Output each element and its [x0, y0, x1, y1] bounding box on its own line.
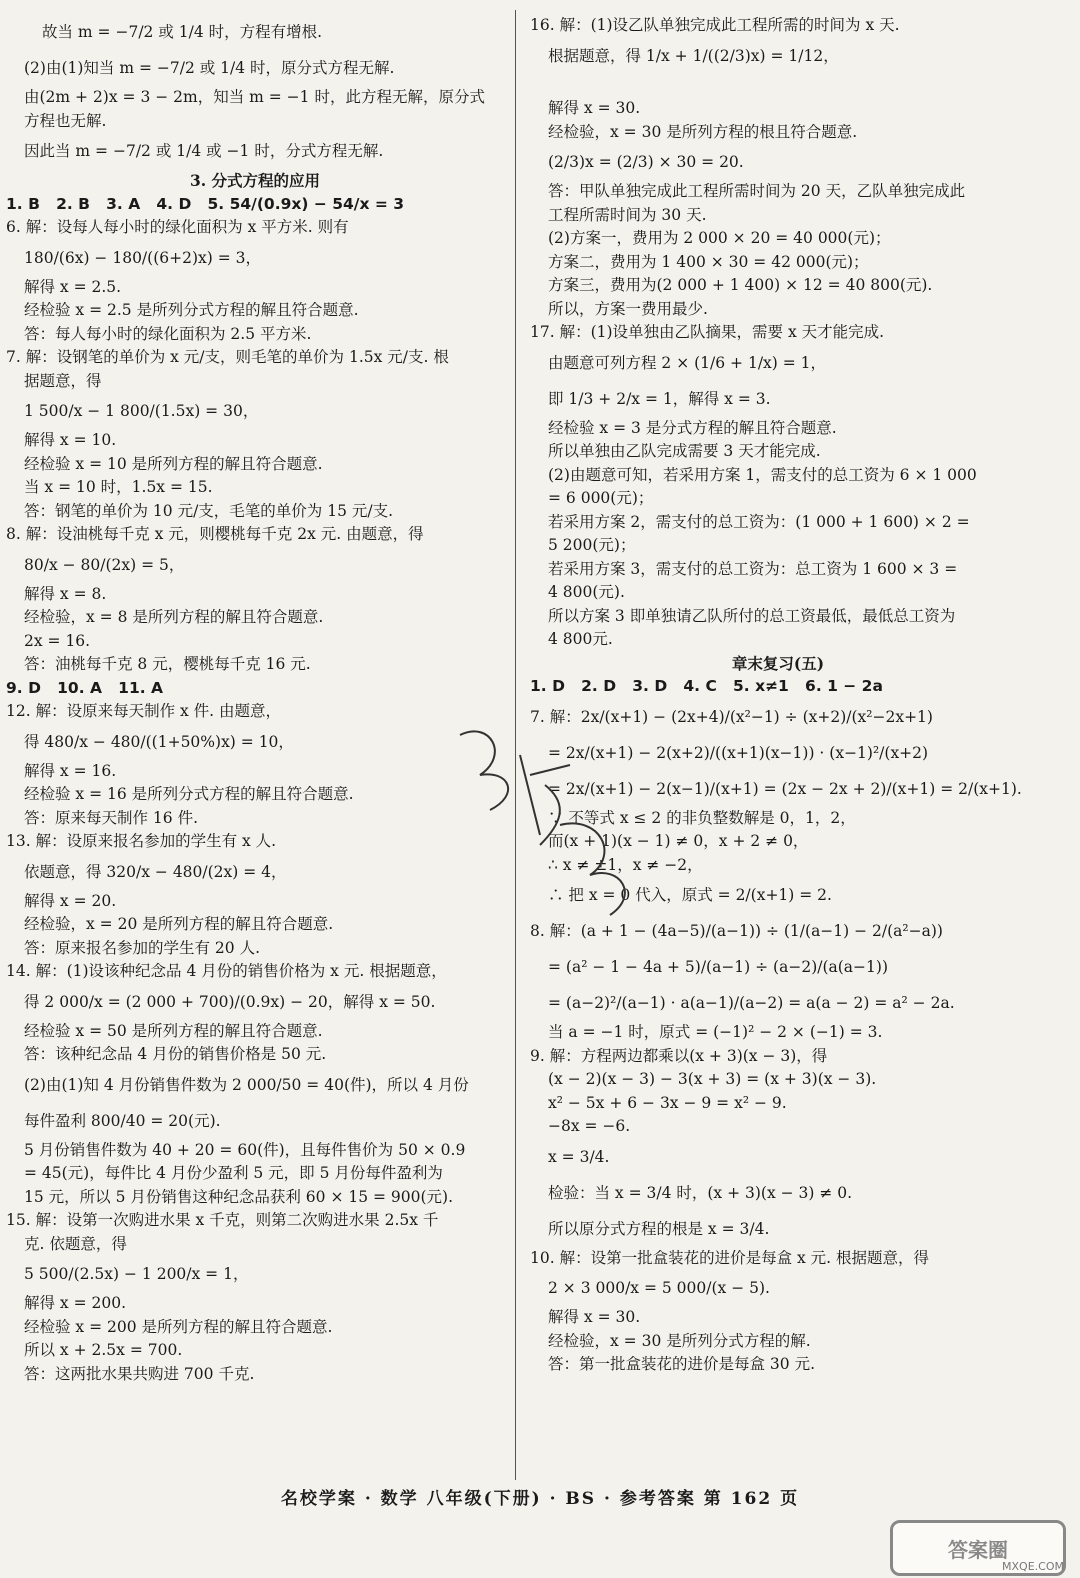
- right-column-line: 9. 解：方程两边都乘以(x + 3)(x − 3)，得: [530, 1046, 828, 1065]
- left-column-line: 方程也无解.: [24, 111, 107, 130]
- left-column-line: 答：钢笔的单价为 10 元/支，毛笔的单价为 15 元/支.: [24, 501, 394, 520]
- left-column-line: 解得 x = 16.: [24, 761, 117, 780]
- right-column-line: ∵ 不等式 x ≤ 2 的非负整数解是 0，1，2，: [548, 808, 856, 827]
- left-column-line: 3. 分式方程的应用: [189, 171, 321, 190]
- right-column-line: x² − 5x + 6 − 3x − 9 = x² − 9.: [548, 1093, 787, 1112]
- left-column-line: 答：该种纪念品 4 月份的销售价格是 50 元.: [24, 1045, 327, 1063]
- left-column-line: 所以 x + 2.5x = 700.: [24, 1341, 183, 1359]
- right-column-line: 8. 解：(a + 1 − (4a−5)/(a−1)) ÷ (1/(a−1) − 2/(a²−a)): [530, 922, 943, 940]
- left-column-line: 据题意，得: [24, 371, 102, 390]
- left-column-line: = 45(元)，每件比 4 月份少盈利 5 元，即 5 月份每件盈利为: [24, 1164, 443, 1182]
- right-column-line: −8x = −6.: [548, 1117, 631, 1135]
- right-column-line: 解得 x = 30.: [548, 1308, 641, 1326]
- handwriting-scribble-icon: [450, 715, 680, 925]
- right-column-line: = 6 000(元)；: [548, 489, 654, 507]
- left-column-line: 5 月份销售件数为 40 + 20 = 60(件)，且每件售价为 50 × 0.9: [24, 1140, 466, 1159]
- left-column-line: 经检验 x = 10 是所列方程的解且符合题意.: [24, 454, 323, 473]
- right-column-line: 章末复习(五): [731, 653, 825, 673]
- right-column-line: 工程所需时间为 30 天.: [548, 205, 707, 224]
- left-column-line: 13. 解：设原来报名参加的学生有 x 人.: [6, 832, 277, 850]
- right-column-line: 4 800元.: [548, 630, 613, 648]
- left-column-line: 6. 解：设每人每小时的绿化面积为 x 平方米. 则有: [6, 218, 349, 236]
- left-column-line: 8. 解：设油桃每千克 x 元，则樱桃每千克 2x 元. 由题意，得: [6, 525, 424, 543]
- right-column-line: = 2x/(x+1) − 2(x+2)/((x+1)(x−1)) · (x−1)²/(x+2): [548, 743, 929, 762]
- right-column-line: 答：甲队单独完成此工程所需时间为 20 天，乙队单独完成此: [548, 182, 966, 200]
- left-column-line: 解得 x = 200.: [24, 1294, 127, 1312]
- right-column-line: 若采用方案 3，需支付的总工资为：总工资为 1 600 × 3 =: [548, 559, 958, 578]
- right-column-line: 4 800(元).: [548, 583, 625, 601]
- right-column-line: 若采用方案 2，需支付的总工资为：(1 000 + 1 600) × 2 =: [548, 512, 970, 531]
- left-column-line: 当 x = 10 时，1.5x = 15.: [24, 478, 213, 496]
- left-column-line: 15 元，所以 5 月份销售这种纪念品获利 60 × 15 = 900(元).: [24, 1187, 454, 1206]
- right-column-line: 经检验 x = 3 是分式方程的解且符合题意.: [548, 418, 837, 437]
- left-column-line: 由(2m + 2)x = 3 − 2m，知当 m = −1 时，此方程无解，原分式: [24, 88, 485, 106]
- left-column-line: 答：这两批水果共购进 700 千克.: [24, 1364, 255, 1383]
- left-column-line: 依题意，得 320/x − 480/(2x) = 4，: [24, 862, 287, 881]
- left-column-line: 经检验，x = 20 是所列方程的解且符合题意.: [24, 915, 334, 933]
- right-column-line: 5 200(元)；: [548, 536, 636, 554]
- left-column-line: 因此当 m = −7/2 或 1/4 或 −1 时，分式方程无解.: [24, 142, 384, 160]
- right-column-line: = (a² − 1 − 4a + 5)/(a−1) ÷ (a−2)/(a(a−1)): [548, 958, 888, 976]
- watermark-logo: 答案圈: [890, 1520, 1066, 1576]
- right-column: [530, 14, 1026, 1377]
- left-column-line: 80/x − 80/(2x) = 5，: [24, 555, 185, 574]
- left-column-line: 2x = 16.: [24, 631, 91, 650]
- left-column-line: 解得 x = 20.: [24, 891, 117, 910]
- left-column-line: (2)由(1)知当 m = −7/2 或 1/4 时，原分式方程无解.: [24, 59, 395, 77]
- left-column-line: 答：油桃每千克 8 元，樱桃每千克 16 元.: [24, 655, 311, 673]
- right-column-line: ∴ x ≠ ±1，x ≠ −2，: [548, 855, 703, 874]
- left-column-line: 每件盈利 800/40 = 20(元).: [24, 1111, 221, 1130]
- left-column-line: 解得 x = 10.: [24, 431, 117, 449]
- right-column-line: 即 1/3 + 2/x = 1，解得 x = 3.: [548, 389, 771, 408]
- right-column-line: 方案二，费用为 1 400 × 30 = 42 000(元)；: [548, 252, 869, 271]
- left-column-line: 经检验 x = 200 是所列方程的解且符合题意.: [24, 1317, 333, 1336]
- left-column-line: 180/(6x) − 180/((6+2)x) = 3，: [24, 248, 261, 267]
- right-column-line: 检验：当 x = 3/4 时，(x + 3)(x − 3) ≠ 0.: [548, 1183, 853, 1202]
- left-column-line: 答：每人每小时的绿化面积为 2.5 平方米.: [24, 324, 312, 343]
- right-column-line: 所以原分式方程的根是 x = 3/4.: [548, 1219, 770, 1238]
- right-column-line: 1. D 2. D 3. D 4. C 5. x≠1 6. 1 − 2a: [530, 677, 883, 695]
- right-column-line: 17. 解：(1)设单独由乙队摘果，需要 x 天才能完成.: [530, 323, 885, 341]
- right-column-line: 10. 解：设第一批盒装花的进价是每盒 x 元. 根据题意，得: [530, 1248, 930, 1267]
- left-column-line: 5 500/(2.5x) − 1 200/x = 1，: [24, 1265, 249, 1283]
- left-column-line: 答：原来每天制作 16 件.: [24, 808, 199, 827]
- right-column-line: 7. 解：2x/(x+1) − (2x+4)/(x²−1) ÷ (x+2)/(x²−2x+1): [530, 707, 933, 726]
- left-column-line: 得 2 000/x = (2 000 + 700)/(0.9x) − 20，解得 x = 50.: [24, 992, 436, 1011]
- left-column-line: 14. 解：(1)设该种纪念品 4 月份的销售价格为 x 元. 根据题意，: [6, 962, 447, 980]
- right-column-line: 所以单独由乙队完成需要 3 天才能完成.: [548, 442, 821, 460]
- left-column-line: 7. 解：设钢笔的单价为 x 元/支，则毛笔的单价为 1.5x 元/支. 根: [6, 348, 449, 366]
- right-column-line: 所以，方案一费用最少.: [548, 299, 708, 318]
- left-column-line: 故当 m = −7/2 或 1/4 时，方程有增根.: [42, 23, 323, 41]
- left-column: [6, 14, 504, 1386]
- right-column-line: 方案三，费用为(2 000 + 1 400) × 12 = 40 800(元).: [548, 276, 933, 294]
- right-column-line: 解得 x = 30.: [548, 99, 641, 117]
- left-column-line: 12. 解：设原来每天制作 x 件. 由题意，: [6, 702, 282, 720]
- right-column-line: = 2x/(x+1) − 2(x−1)/(x+1) = (2x − 2x + 2)/(x+1) = 2/(x+1).: [548, 779, 1022, 798]
- right-column-line: 经检验，x = 30 是所列分式方程的解.: [548, 1331, 811, 1350]
- left-column-line: 答：原来报名参加的学生有 20 人.: [24, 938, 261, 957]
- page-footer: 名校学案 · 数学 八年级(下册) · BS · 参考答案 第 162 页: [280, 1489, 800, 1509]
- right-column-line: 答：第一批盒装花的进价是每盒 30 元.: [548, 1355, 816, 1373]
- left-column-line: 解得 x = 8.: [24, 584, 107, 603]
- left-column-line: (2)由(1)知 4 月份销售件数为 2 000/50 = 40(件)，所以 4 月份: [24, 1075, 469, 1094]
- right-column-line: ∴ 把 x = 0 代入，原式 = 2/(x+1) = 2.: [548, 886, 832, 904]
- right-column-line: (2)方案一，费用为 2 000 × 20 = 40 000(元)；: [548, 229, 891, 247]
- right-column-line: x = 3/4.: [548, 1147, 610, 1166]
- right-column-line: (2)由题意可知，若采用方案 1，需支付的总工资为 6 × 1 000: [548, 465, 977, 484]
- right-column-line: = (a−2)²/(a−1) · a(a−1)/(a−2) = a(a − 2) = a² − 2a.: [548, 994, 955, 1012]
- left-column-line: 经检验 x = 2.5 是所列分式方程的解且符合题意.: [24, 301, 359, 319]
- left-column-line: 克. 依题意，得: [24, 1234, 127, 1253]
- right-column-line: 2 × 3 000/x = 5 000/(x − 5).: [548, 1279, 770, 1297]
- left-column-line: 解得 x = 2.5.: [24, 277, 122, 296]
- right-column-line: 当 a = −1 时，原式 = (−1)² − 2 × (−1) = 3.: [548, 1023, 883, 1041]
- left-column-line: 1. B 2. B 3. A 4. D 5. 54/(0.9x) − 54/x = 3: [6, 194, 405, 213]
- right-column-line: 16. 解：(1)设乙队单独完成此工程所需的时间为 x 天.: [530, 16, 900, 34]
- right-column-line: (x − 2)(x − 3) − 3(x + 3) = (x + 3)(x − 3).: [548, 1070, 877, 1088]
- right-column-line: 所以方案 3 即单独请乙队所付的总工资最低，最低总工资为: [548, 606, 956, 625]
- right-column-line: 由题意可列方程 2 × (1/6 + 1/x) = 1，: [548, 353, 827, 372]
- left-column-line: 经检验 x = 50 是所列方程的解且符合题意.: [24, 1021, 323, 1040]
- left-column-line: 1 500/x − 1 800/(1.5x) = 30，: [24, 402, 259, 420]
- left-column-line: 经检验，x = 8 是所列方程的解且符合题意.: [24, 608, 324, 626]
- right-column-line: 根据题意，得 1/x + 1/((2/3)x) = 1/12，: [548, 46, 839, 65]
- right-column-line: [530, 74, 1026, 98]
- left-column-line: 经检验 x = 16 是所列分式方程的解且符合题意.: [24, 785, 354, 803]
- watermark-url: MXQE.COM: [1002, 1560, 1064, 1573]
- left-column-line: 9. D 10. A 11. A: [6, 678, 164, 697]
- left-column-line: 15. 解：设第一次购进水果 x 千克，则第二次购进水果 2.5x 千: [6, 1211, 439, 1229]
- right-column-line: 经检验，x = 30 是所列方程的根且符合题意.: [548, 122, 858, 141]
- right-column-line: (2/3)x = (2/3) × 30 = 20.: [548, 153, 744, 171]
- right-column-line: 而(x + 1)(x − 1) ≠ 0，x + 2 ≠ 0，: [548, 832, 809, 850]
- left-column-line: 得 480/x − 480/((1+50%)x) = 10，: [24, 732, 294, 751]
